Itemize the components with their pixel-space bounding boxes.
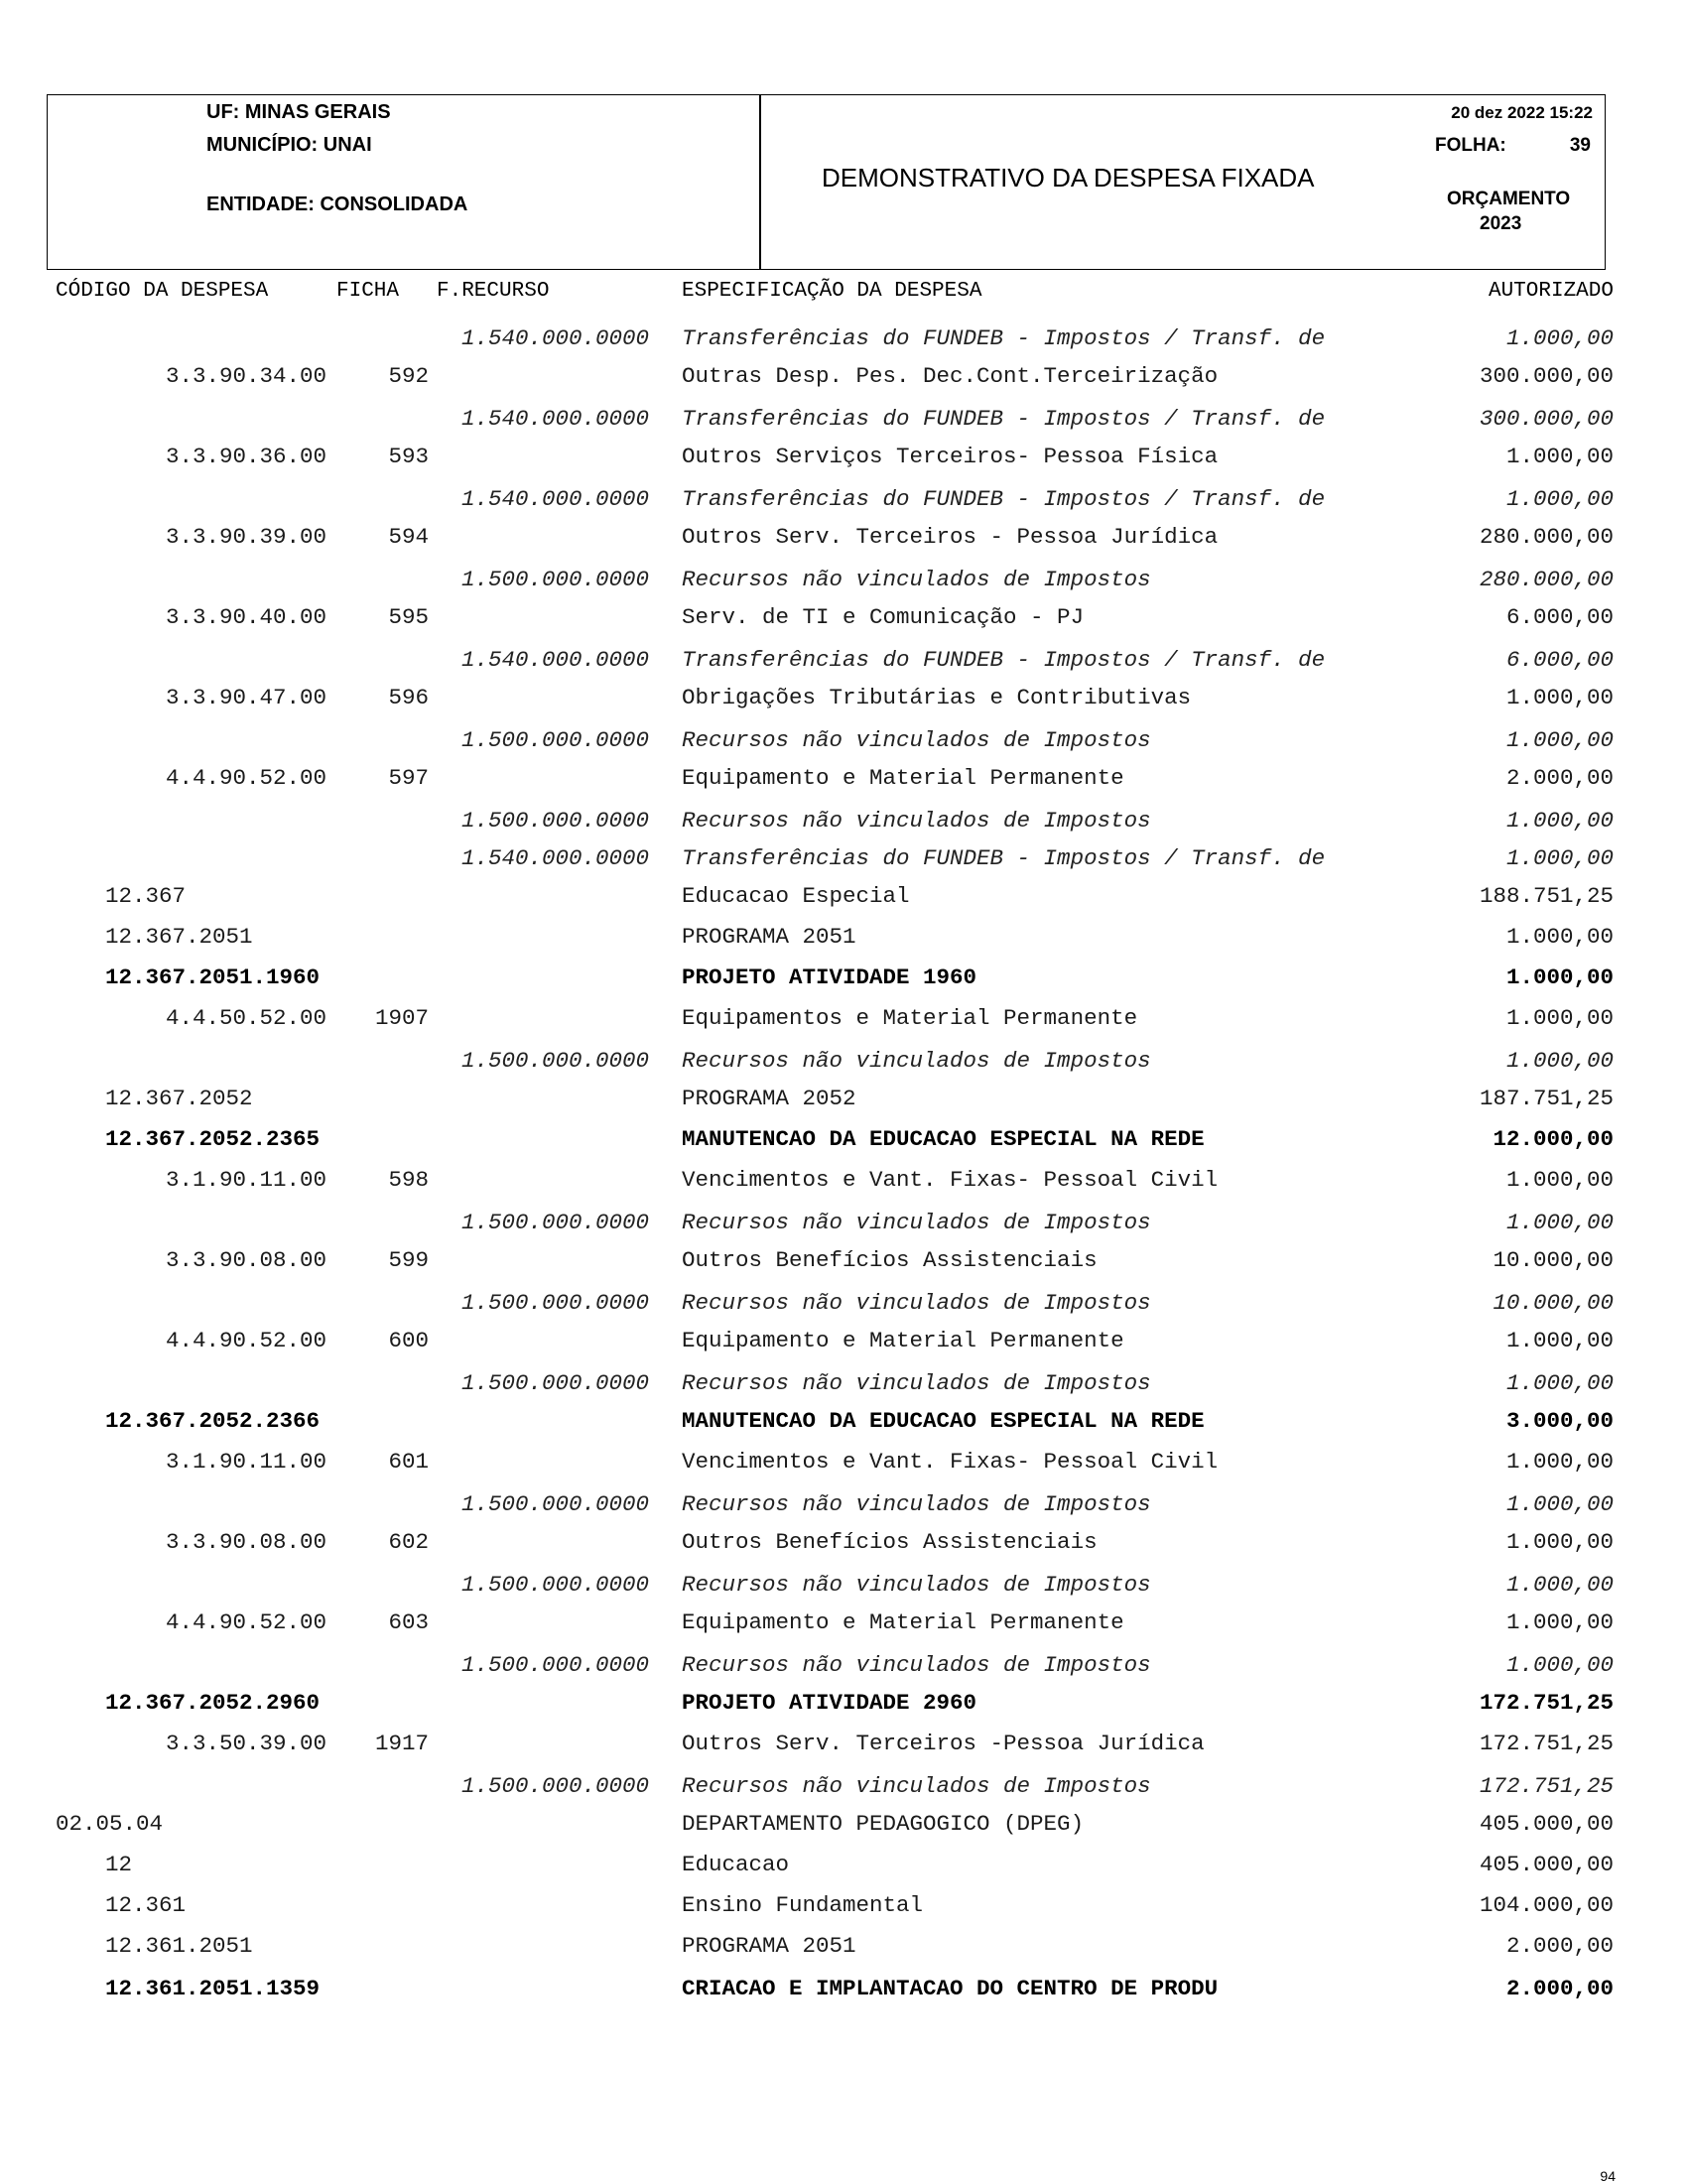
expense-code: 12.361: [105, 1892, 187, 1918]
expense-description: Recursos não vinculados de Impostos: [682, 1370, 1151, 1396]
expense-description: Equipamento e Material Permanente: [682, 765, 1124, 791]
funding-source-code: 1.540.000.0000: [461, 647, 650, 673]
authorized-value: 2.000,00: [1505, 765, 1614, 791]
municipio-label: MUNICÍPIO: UNAI: [206, 134, 372, 156]
expense-code: 3.3.90.39.00: [166, 524, 327, 550]
funding-source-row: [0, 565, 1688, 594]
authorized-value: 1.000,00: [1505, 924, 1614, 950]
table-row: [0, 1447, 1688, 1477]
table-row: [0, 1850, 1688, 1879]
authorized-value: 10.000,00: [1493, 1290, 1614, 1316]
folha-label: FOLHA:: [1435, 135, 1506, 156]
funding-source-code: 1.500.000.0000: [461, 808, 650, 834]
funding-source-code: 1.540.000.0000: [461, 325, 650, 351]
table-row: [0, 1890, 1688, 1920]
funding-source-row: [0, 1288, 1688, 1318]
funding-source-code: 1.540.000.0000: [461, 406, 650, 432]
authorized-value: 10.000,00: [1493, 1247, 1614, 1273]
ficha-number: 594: [388, 524, 429, 550]
authorized-value: 1.000,00: [1505, 1167, 1614, 1193]
table-row: [0, 1165, 1688, 1195]
authorized-value: 1.000,00: [1505, 325, 1614, 351]
expense-description: Transferências do FUNDEB - Impostos / Transf. de: [682, 406, 1326, 432]
funding-source-row: [0, 404, 1688, 434]
col-header-recurso: F.RECURSO: [437, 280, 550, 303]
expense-code: 3.3.90.47.00: [166, 685, 327, 710]
col-header-codigo: CÓDIGO DA DESPESA: [56, 280, 269, 303]
expense-code: 3.3.90.08.00: [166, 1247, 327, 1273]
header-divider: [759, 95, 761, 269]
funding-source-row: [0, 484, 1688, 514]
authorized-value: 3.000,00: [1505, 1408, 1614, 1434]
expense-description: PROGRAMA 2051: [682, 1933, 856, 1959]
table-row: [0, 1003, 1688, 1033]
funding-source-row: [0, 1771, 1688, 1801]
funding-source-row: [0, 645, 1688, 675]
funding-source-code: 1.500.000.0000: [461, 1048, 650, 1074]
authorized-value: 2.000,00: [1505, 1933, 1614, 1959]
expense-description: Equipamentos e Material Permanente: [682, 1005, 1138, 1031]
expense-code: 12.367.2052.2960: [105, 1690, 321, 1716]
expense-description: Equipamento e Material Permanente: [682, 1609, 1124, 1635]
expense-description: Recursos não vinculados de Impostos: [682, 808, 1151, 834]
expense-description: Recursos não vinculados de Impostos: [682, 1652, 1151, 1678]
expense-description: Outros Benefícios Assistenciais: [682, 1529, 1098, 1555]
table-row: [0, 683, 1688, 712]
ficha-number: 593: [388, 444, 429, 469]
authorized-value: 1.000,00: [1505, 1328, 1614, 1353]
table-row: [0, 1607, 1688, 1637]
expense-code: 12: [105, 1852, 133, 1877]
authorized-value: 1.000,00: [1505, 1572, 1614, 1598]
authorized-value: 6.000,00: [1505, 604, 1614, 630]
funding-source-row: [0, 806, 1688, 835]
expense-description: Recursos não vinculados de Impostos: [682, 1048, 1151, 1074]
ficha-number: 595: [388, 604, 429, 630]
expense-description: PROGRAMA 2052: [682, 1086, 856, 1111]
table-row: [0, 1809, 1688, 1839]
funding-source-row: [0, 843, 1688, 873]
expense-description: MANUTENCAO DA EDUCACAO ESPECIAL NA REDE: [682, 1126, 1205, 1152]
table-row: [0, 361, 1688, 391]
expense-description: Recursos não vinculados de Impostos: [682, 1290, 1151, 1316]
expense-description: Vencimentos e Vant. Fixas- Pessoal Civil: [682, 1167, 1219, 1193]
authorized-value: 280.000,00: [1479, 524, 1614, 550]
authorized-value: 1.000,00: [1505, 1005, 1614, 1031]
expense-description: Outros Serv. Terceiros -Pessoa Jurídica: [682, 1731, 1205, 1756]
table-row: [0, 1124, 1688, 1154]
expense-description: Transferências do FUNDEB - Impostos / Transf. de: [682, 325, 1326, 351]
authorized-value: 300.000,00: [1479, 406, 1614, 432]
expense-description: CRIACAO E IMPLANTACAO DO CENTRO DE PRODU: [682, 1976, 1219, 2001]
expense-description: Recursos não vinculados de Impostos: [682, 567, 1151, 592]
expense-description: Equipamento e Material Permanente: [682, 1328, 1124, 1353]
expense-description: Transferências do FUNDEB - Impostos / Transf. de: [682, 486, 1326, 512]
authorized-value: 1.000,00: [1505, 845, 1614, 871]
funding-source-code: 1.500.000.0000: [461, 727, 650, 753]
entidade-label: ENTIDADE: CONSOLIDADA: [206, 193, 468, 215]
col-header-especificacao: ESPECIFICAÇÃO DA DESPESA: [682, 280, 982, 303]
funding-source-code: 1.500.000.0000: [461, 1290, 650, 1316]
funding-source-code: 1.500.000.0000: [461, 567, 650, 592]
funding-source-row: [0, 323, 1688, 353]
expense-description: Transferências do FUNDEB - Impostos / Transf. de: [682, 647, 1326, 673]
authorized-value: 188.751,25: [1479, 883, 1614, 909]
authorized-value: 1.000,00: [1505, 1370, 1614, 1396]
funding-source-row: [0, 1208, 1688, 1237]
folha-number: 39: [1569, 135, 1591, 156]
authorized-value: 1.000,00: [1505, 1491, 1614, 1517]
expense-description: Obrigações Tributárias e Contributivas: [682, 685, 1192, 710]
expense-code: 4.4.90.52.00: [166, 1328, 327, 1353]
ficha-number: 596: [388, 685, 429, 710]
expense-description: Recursos não vinculados de Impostos: [682, 1572, 1151, 1598]
expense-code: 3.3.90.34.00: [166, 363, 327, 389]
authorized-value: 1.000,00: [1505, 1652, 1614, 1678]
orcamento-year: 2023: [1480, 213, 1522, 234]
ficha-number: 1917: [374, 1731, 429, 1756]
table-row: [0, 1406, 1688, 1436]
authorized-value: 6.000,00: [1505, 647, 1614, 673]
table-row: [0, 1326, 1688, 1355]
uf-label: UF: MINAS GERAIS: [206, 101, 391, 123]
col-header-ficha: FICHA: [336, 280, 400, 303]
expense-code: 12.361.2051: [105, 1933, 253, 1959]
expense-code: 4.4.50.52.00: [166, 1005, 327, 1031]
expense-code: 02.05.04: [56, 1811, 164, 1837]
authorized-value: 187.751,25: [1479, 1086, 1614, 1111]
funding-source-row: [0, 1489, 1688, 1519]
expense-code: 3.3.90.36.00: [166, 444, 327, 469]
authorized-value: 1.000,00: [1505, 727, 1614, 753]
expense-code: 12.367.2052.2366: [105, 1408, 321, 1434]
funding-source-code: 1.540.000.0000: [461, 845, 650, 871]
authorized-value: 1.000,00: [1505, 1449, 1614, 1475]
expense-description: Outras Desp. Pes. Dec.Cont.Terceirização: [682, 363, 1219, 389]
expense-description: Outros Serv. Terceiros - Pessoa Jurídica: [682, 524, 1219, 550]
page-number: 94: [1600, 2168, 1616, 2184]
authorized-value: 405.000,00: [1479, 1811, 1614, 1837]
table-row: [0, 922, 1688, 952]
authorized-value: 300.000,00: [1479, 363, 1614, 389]
ficha-number: 599: [388, 1247, 429, 1273]
expense-code: 4.4.90.52.00: [166, 1609, 327, 1635]
table-row: [0, 1974, 1688, 2003]
expense-code: 3.3.90.08.00: [166, 1529, 327, 1555]
ficha-number: 1907: [374, 1005, 429, 1031]
table-row: [0, 881, 1688, 911]
expense-description: DEPARTAMENTO PEDAGOGICO (DPEG): [682, 1811, 1085, 1837]
table-row: [0, 602, 1688, 632]
expense-code: 3.3.50.39.00: [166, 1731, 327, 1756]
expense-code: 12.367.2052: [105, 1086, 253, 1111]
expense-description: Outros Benefícios Assistenciais: [682, 1247, 1098, 1273]
funding-source-code: 1.500.000.0000: [461, 1491, 650, 1517]
funding-source-row: [0, 1046, 1688, 1076]
authorized-value: 1.000,00: [1505, 444, 1614, 469]
expense-code: 12.361.2051.1359: [105, 1976, 321, 2001]
table-row: [0, 763, 1688, 793]
expense-description: Educacao: [682, 1852, 790, 1877]
authorized-value: 1.000,00: [1505, 486, 1614, 512]
funding-source-code: 1.500.000.0000: [461, 1572, 650, 1598]
authorized-value: 2.000,00: [1505, 1976, 1614, 2001]
expense-description: Vencimentos e Vant. Fixas- Pessoal Civil: [682, 1449, 1219, 1475]
authorized-value: 405.000,00: [1479, 1852, 1614, 1877]
col-header-autorizado: AUTORIZADO: [1488, 280, 1614, 303]
ficha-number: 602: [388, 1529, 429, 1555]
authorized-value: 1.000,00: [1505, 1048, 1614, 1074]
orcamento-label: ORÇAMENTO: [1447, 189, 1571, 209]
report-header: [47, 94, 1606, 270]
authorized-value: 280.000,00: [1479, 567, 1614, 592]
authorized-value: 1.000,00: [1505, 685, 1614, 710]
ficha-number: 597: [388, 765, 429, 791]
expense-description: MANUTENCAO DA EDUCACAO ESPECIAL NA REDE: [682, 1408, 1205, 1434]
expense-code: 4.4.90.52.00: [166, 765, 327, 791]
funding-source-code: 1.500.000.0000: [461, 1210, 650, 1235]
table-row: [0, 1729, 1688, 1758]
expense-description: Ensino Fundamental: [682, 1892, 924, 1918]
expense-description: Educacao Especial: [682, 883, 910, 909]
expense-code: 12.367.2052.2365: [105, 1126, 321, 1152]
funding-source-row: [0, 1368, 1688, 1398]
authorized-value: 172.751,25: [1479, 1731, 1614, 1756]
funding-source-row: [0, 725, 1688, 755]
report-title: DEMONSTRATIVO DA DESPESA FIXADA: [822, 163, 1315, 193]
expense-code: 3.1.90.11.00: [166, 1449, 327, 1475]
funding-source-code: 1.500.000.0000: [461, 1370, 650, 1396]
authorized-value: 1.000,00: [1505, 808, 1614, 834]
table-row: [0, 963, 1688, 992]
expense-description: Recursos não vinculados de Impostos: [682, 727, 1151, 753]
funding-source-code: 1.540.000.0000: [461, 486, 650, 512]
table-row: [0, 522, 1688, 552]
table-row: [0, 1084, 1688, 1113]
funding-source-row: [0, 1650, 1688, 1680]
authorized-value: 1.000,00: [1505, 1609, 1614, 1635]
ficha-number: 601: [388, 1449, 429, 1475]
expense-code: 3.1.90.11.00: [166, 1167, 327, 1193]
expense-description: Serv. de TI e Comunicação - PJ: [682, 604, 1085, 630]
table-row: [0, 1931, 1688, 1961]
table-row: [0, 1245, 1688, 1275]
expense-description: PROJETO ATIVIDADE 2960: [682, 1690, 977, 1716]
table-row: [0, 1688, 1688, 1718]
ficha-number: 592: [388, 363, 429, 389]
authorized-value: 1.000,00: [1505, 964, 1614, 990]
authorized-value: 12.000,00: [1493, 1126, 1614, 1152]
ficha-number: 600: [388, 1328, 429, 1353]
expense-code: 12.367.2051.1960: [105, 964, 321, 990]
table-row: [0, 1527, 1688, 1557]
expense-description: Recursos não vinculados de Impostos: [682, 1773, 1151, 1799]
expense-description: Transferências do FUNDEB - Impostos / Transf. de: [682, 845, 1326, 871]
expense-description: Recursos não vinculados de Impostos: [682, 1491, 1151, 1517]
authorized-value: 172.751,25: [1479, 1773, 1614, 1799]
authorized-value: 104.000,00: [1479, 1892, 1614, 1918]
expense-code: 12.367: [105, 883, 187, 909]
funding-source-code: 1.500.000.0000: [461, 1773, 650, 1799]
funding-source-code: 1.500.000.0000: [461, 1652, 650, 1678]
table-row: [0, 442, 1688, 471]
report-datetime: 20 dez 2022 15:22: [1451, 103, 1593, 122]
authorized-value: 1.000,00: [1505, 1529, 1614, 1555]
expense-description: Outros Serviços Terceiros- Pessoa Física: [682, 444, 1219, 469]
expense-description: Recursos não vinculados de Impostos: [682, 1210, 1151, 1235]
ficha-number: 598: [388, 1167, 429, 1193]
funding-source-row: [0, 1570, 1688, 1600]
ficha-number: 603: [388, 1609, 429, 1635]
expense-code: 12.367.2051: [105, 924, 253, 950]
expense-code: 3.3.90.40.00: [166, 604, 327, 630]
authorized-value: 1.000,00: [1505, 1210, 1614, 1235]
authorized-value: 172.751,25: [1479, 1690, 1614, 1716]
expense-description: PROGRAMA 2051: [682, 924, 856, 950]
expense-description: PROJETO ATIVIDADE 1960: [682, 964, 977, 990]
